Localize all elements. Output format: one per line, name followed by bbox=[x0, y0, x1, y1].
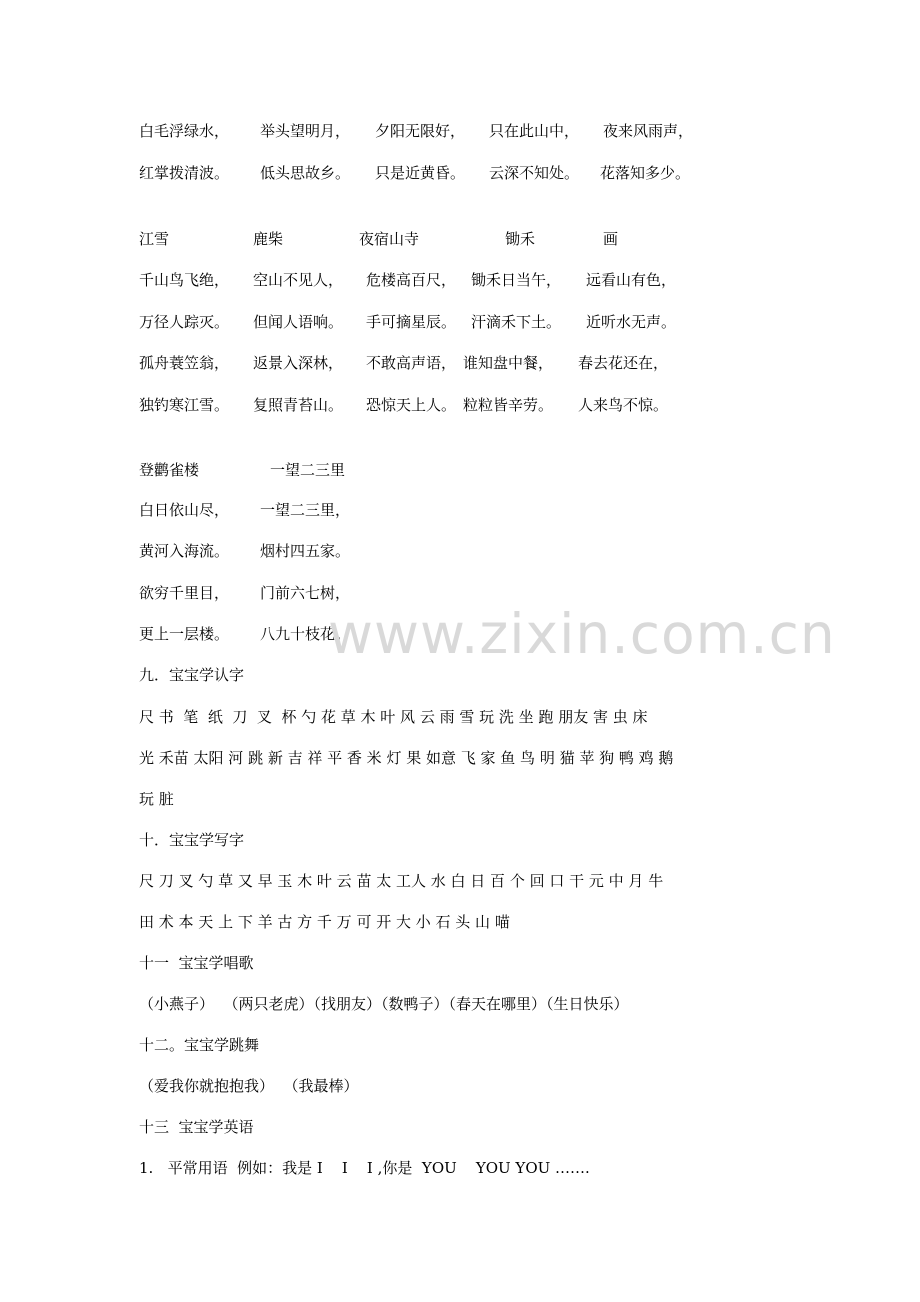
poem-line: 春去花还在， bbox=[578, 354, 669, 372]
poem-line: 白毛浮绿水， bbox=[139, 122, 230, 140]
poem-line: 举头望明月， bbox=[260, 122, 351, 140]
poem-line: 低头思故乡。 bbox=[260, 164, 351, 182]
poem-line: 近听水无声。 bbox=[586, 313, 677, 331]
poem-line: 手可摘星辰。 bbox=[366, 313, 457, 331]
poem-title: 江雪 bbox=[139, 230, 170, 248]
poem-title: 鹿柴 bbox=[253, 230, 284, 248]
poem-line: 八九十枝花。 bbox=[260, 625, 351, 643]
poem-line: 恐惊天上人。 bbox=[366, 396, 457, 414]
poem-line: 万径人踪灭。 bbox=[139, 313, 230, 331]
poem-line: 危楼高百尺， bbox=[366, 271, 457, 289]
poem-title: 登鹳雀楼 bbox=[139, 461, 200, 479]
poem-line: 汗滴禾下土。 bbox=[471, 313, 562, 331]
poem-line: 锄禾日当午， bbox=[471, 271, 562, 289]
watermark: www.zixin.com.cn bbox=[328, 602, 836, 666]
poem-line: 黄河入海流。 bbox=[139, 542, 230, 560]
poem-title: 一望二三里 bbox=[270, 461, 346, 479]
section-9-line: 尺 书 笔 纸 刀 叉 杯 勺 花 草 木 叶 风 云 雨 雪 玩 洗 坐 跑 朋友 害 虫 床 bbox=[139, 708, 648, 726]
poem-line: 只是近黄昏。 bbox=[375, 164, 466, 182]
section-10-heading: 十．宝宝学写字 bbox=[139, 831, 245, 849]
section-9-line: 光 禾苗 太阳 河 跳 新 吉 祥 平 香 米 灯 果 如意 飞 家 鱼 鸟 明 猫 苹 狗 鸭 鸡 鹅 bbox=[139, 749, 674, 767]
poem-line: 孤舟蓑笠翁， bbox=[139, 354, 230, 372]
poem-line: 一望二三里， bbox=[260, 501, 351, 519]
poem-line: 谁知盘中餐， bbox=[463, 354, 554, 372]
poem-line: 白日依山尽， bbox=[139, 501, 230, 519]
poem-line: 欲穷千里目， bbox=[139, 584, 230, 602]
poem-title: 锄禾 bbox=[505, 230, 536, 248]
poem-line: 人来鸟不惊。 bbox=[578, 396, 669, 414]
section-9-heading: 九．宝宝学认字 bbox=[139, 666, 245, 684]
poem-line: 夜来风雨声， bbox=[603, 122, 694, 140]
poem-line: 千山鸟飞绝， bbox=[139, 271, 230, 289]
section-11-line: （小燕子） （两只老虎）（找朋友）（数鸭子）（春天在哪里）（生日快乐） bbox=[139, 995, 629, 1013]
poem-line: 门前六七树， bbox=[260, 584, 351, 602]
poem-line: 独钓寒江雪。 bbox=[139, 396, 230, 414]
section-12-line: （爱我你就抱抱我） （我最棒） bbox=[139, 1077, 359, 1095]
poem-title: 画 bbox=[603, 230, 619, 248]
poem-title: 夜宿山寺 bbox=[359, 230, 420, 248]
poem-line: 夕阳无限好， bbox=[375, 122, 466, 140]
poem-line: 烟村四五家。 bbox=[260, 542, 351, 560]
section-10-line: 田 术 本 天 上 下 羊 古 方 千 万 可 开 大 小 石 头 山 喵 bbox=[139, 913, 510, 931]
poem-line: 云深不知处。 bbox=[489, 164, 580, 182]
poem-line: 返景入深林， bbox=[253, 354, 344, 372]
poem-line: 空山不见人， bbox=[253, 271, 344, 289]
poem-line: 远看山有色， bbox=[586, 271, 677, 289]
poem-line: 复照青苔山。 bbox=[253, 396, 344, 414]
section-9-line: 玩 脏 bbox=[139, 790, 174, 808]
poem-line: 花落知多少。 bbox=[600, 164, 691, 182]
poem-line: 更上一层楼。 bbox=[139, 625, 230, 643]
section-11-heading: 十一 宝宝学唱歌 bbox=[139, 954, 254, 972]
section-12-heading: 十二。宝宝学跳舞 bbox=[139, 1036, 260, 1054]
poem-line: 不敢高声语， bbox=[366, 354, 457, 372]
poem-line: 粒粒皆辛劳。 bbox=[463, 396, 554, 414]
section-13-heading: 十三 宝宝学英语 bbox=[139, 1118, 254, 1136]
poem-line: 只在此山中， bbox=[489, 122, 580, 140]
section-13-line: 1. 平常用语 例如：我是 I I I ,你是 YOU YOU YOU ……. bbox=[139, 1159, 590, 1177]
section-10-line: 尺 刀 叉 勺 草 又 早 玉 木 叶 云 苗 太 工人 水 白 日 百 个 回 口 干 元 中 月 牛 bbox=[139, 872, 664, 890]
poem-line: 红掌拨清波。 bbox=[139, 164, 230, 182]
poem-line: 但闻人语响。 bbox=[253, 313, 344, 331]
